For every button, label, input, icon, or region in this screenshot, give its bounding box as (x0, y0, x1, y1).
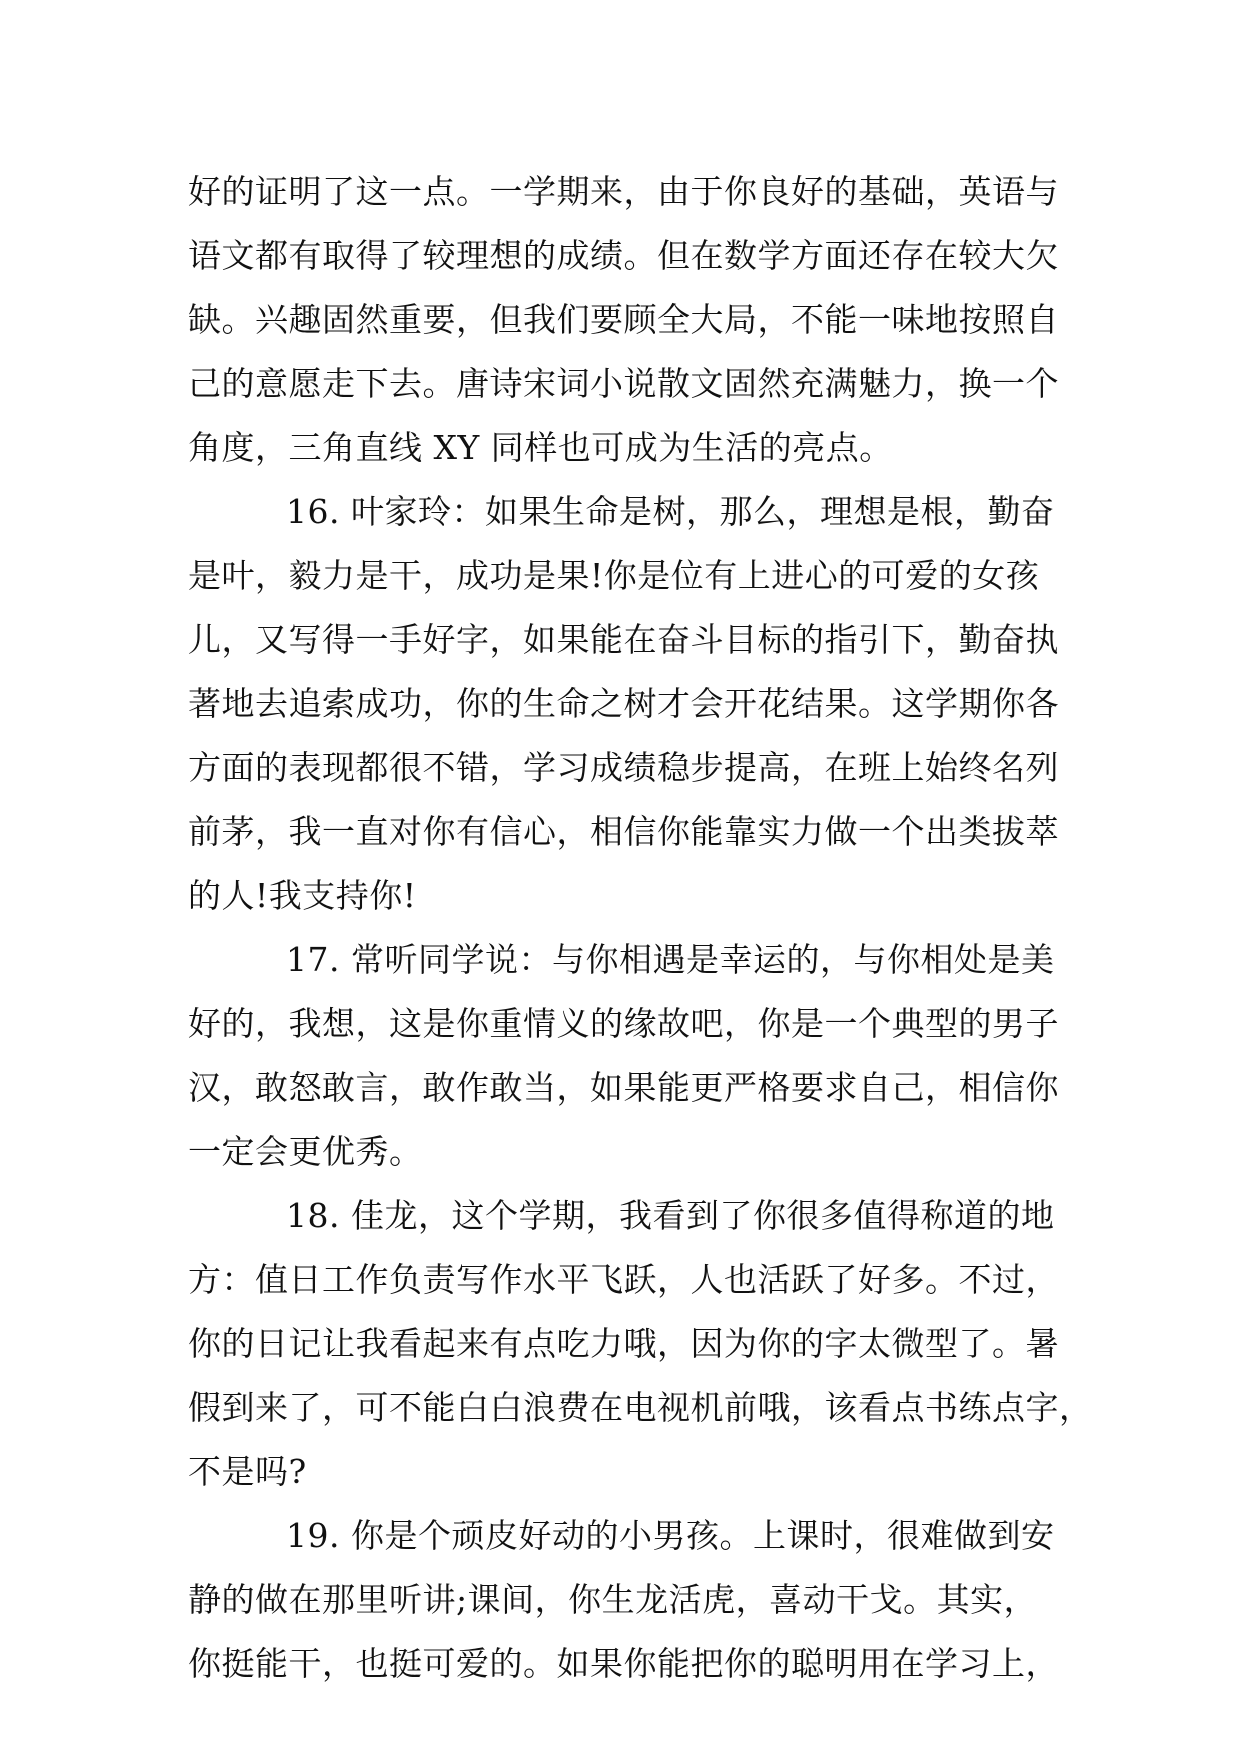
text-line: 不是吗? (188, 1452, 307, 1491)
paragraph-16-first-line: 16. 叶家玲：如果生命是树，那么，理想是根，勤奋 (286, 492, 1055, 531)
text-line: 假到来了，可不能白白浪费在电视机前哦，该看点书练点字， (188, 1388, 1093, 1427)
text-line: 缺。兴趣固然重要，但我们要顾全大局，不能一味地按照自 (188, 300, 1059, 339)
text-line: 方：值日工作负责写作水平飞跃，人也活跃了好多。不过， (188, 1260, 1059, 1299)
text-line: 静的做在那里听讲;课间，你生龙活虎，喜动干戈。其实， (188, 1580, 1038, 1619)
text-line: 前茅，我一直对你有信心，相信你能靠实力做一个出类拔萃 (188, 812, 1059, 851)
text-line: 好的证明了这一点。一学期来，由于你良好的基础，英语与 (188, 172, 1059, 211)
text-line: 一定会更优秀。 (188, 1132, 423, 1171)
text-line: 汉，敢怒敢言，敢作敢当，如果能更严格要求自己，相信你 (188, 1068, 1059, 1107)
text-line: 是叶，毅力是干，成功是果!你是位有上进心的可爱的女孩 (188, 556, 1040, 595)
document-body (188, 160, 1093, 1696)
text-line: 著地去追索成功，你的生命之树才会开花结果。这学期你各 (188, 684, 1059, 723)
text-line: 方面的表现都很不错，学习成绩稳步提高，在班上始终名列 (188, 748, 1059, 787)
text-line: 你的日记让我看起来有点吃力哦，因为你的字太微型了。暑 (188, 1324, 1059, 1363)
text-line: 好的，我想，这是你重情义的缘故吧，你是一个典型的男子 (188, 1004, 1059, 1043)
text-line: 角度，三角直线 XY 同样也可成为生活的亮点。 (188, 428, 893, 467)
text-line: 己的意愿走下去。唐诗宋词小说散文固然充满魅力，换一个 (188, 364, 1059, 403)
text-line: 你挺能干，也挺可爱的。如果你能把你的聪明用在学习上， (188, 1644, 1059, 1683)
paragraph-19-first-line: 19. 你是个顽皮好动的小男孩。上课时，很难做到安 (286, 1516, 1055, 1555)
text-line: 的人!我支持你! (188, 876, 417, 915)
paragraph-18-first-line: 18. 佳龙，这个学期，我看到了你很多值得称道的地 (286, 1196, 1055, 1235)
text-line: 语文都有取得了较理想的成绩。但在数学方面还存在较大欠 (188, 236, 1059, 275)
text-line: 儿，又写得一手好字，如果能在奋斗目标的指引下，勤奋执 (188, 620, 1059, 659)
paragraph-17-first-line: 17. 常听同学说：与你相遇是幸运的，与你相处是美 (286, 940, 1055, 979)
